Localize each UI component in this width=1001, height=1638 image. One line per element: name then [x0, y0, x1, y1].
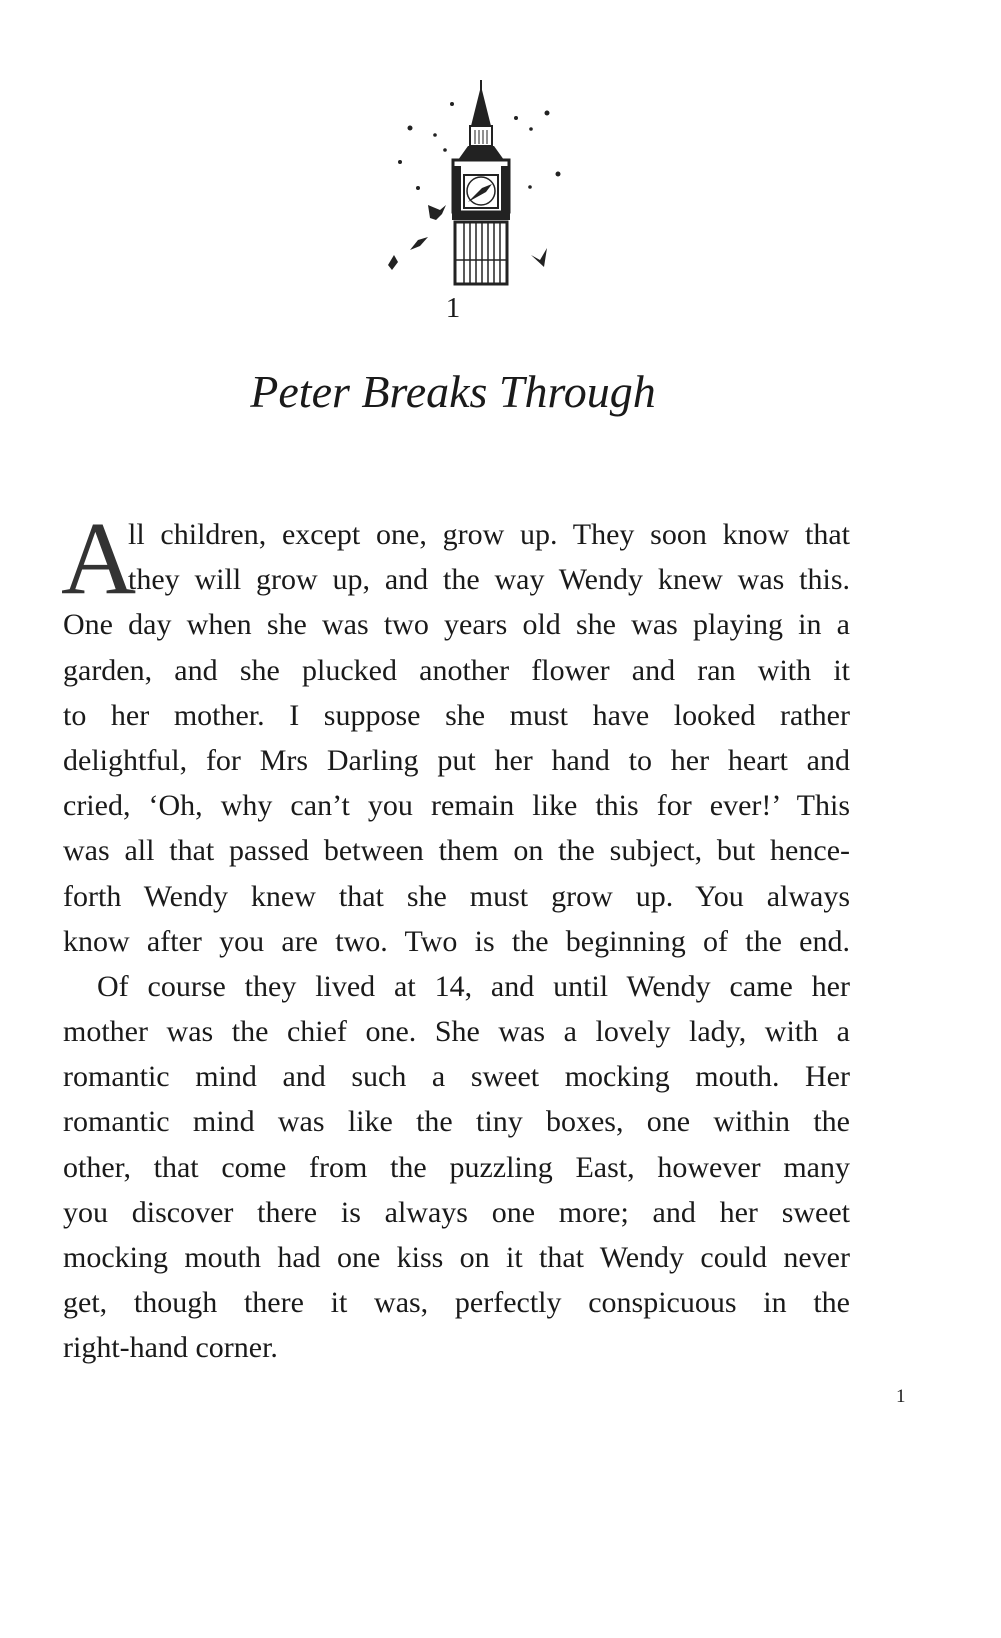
text-line: cried, ‘Oh, why can’t you remain like this for ever!’ This — [63, 789, 850, 823]
text-line: you discover there is always one more; and her sweet — [63, 1195, 850, 1229]
paragraph-2 — [63, 964, 850, 1371]
chapter-number: 1 — [445, 292, 461, 324]
text-line: know after you are two. Two is the beginning of the end. — [63, 924, 850, 958]
text-line: forth Wendy knew that she must grow up. You always — [63, 879, 850, 913]
text-line: garden, and she plucked another flower and ran with it — [63, 653, 850, 687]
text-line: to her mother. I suppose she must have looked rather — [63, 698, 850, 732]
text-line: One day when she was two years old she was playing in a — [63, 608, 850, 642]
text-line: other, that come from the puzzling East, however many — [63, 1150, 850, 1184]
text-line: they will grow up, and the way Wendy knew was this. — [128, 563, 850, 597]
text-line: was all that passed between them on the subject, but hence- — [63, 834, 850, 868]
chapter-body — [61, 501, 850, 1371]
text-line: romantic mind was like the tiny boxes, one within the — [63, 1105, 850, 1139]
text-line: romantic mind and such a sweet mocking mouth. Her — [63, 1060, 850, 1094]
text-line: ll children, except one, grow up. They soon know that — [128, 518, 850, 551]
text-line: get, though there it was, perfectly conspicuous in the — [63, 1286, 850, 1320]
text-line: mother was the chief one. She was a lovely lady, with a — [63, 1015, 850, 1049]
text-line: mocking mouth had one kiss on it that Wendy could never — [63, 1241, 850, 1274]
page-number: 1 — [896, 1386, 906, 1407]
big-ben-illustration-icon — [350, 60, 570, 290]
text-line: delightful, for Mrs Darling put her hand to her heart and — [63, 743, 850, 777]
text-line: right-hand corner. — [63, 1331, 278, 1365]
text-line: Of course they lived at 14, and until Wendy came her — [97, 969, 850, 1003]
paragraph-1 — [61, 501, 850, 964]
chapter-title: Peter Breaks Through — [250, 366, 656, 417]
drop-cap: A — [61, 501, 137, 616]
